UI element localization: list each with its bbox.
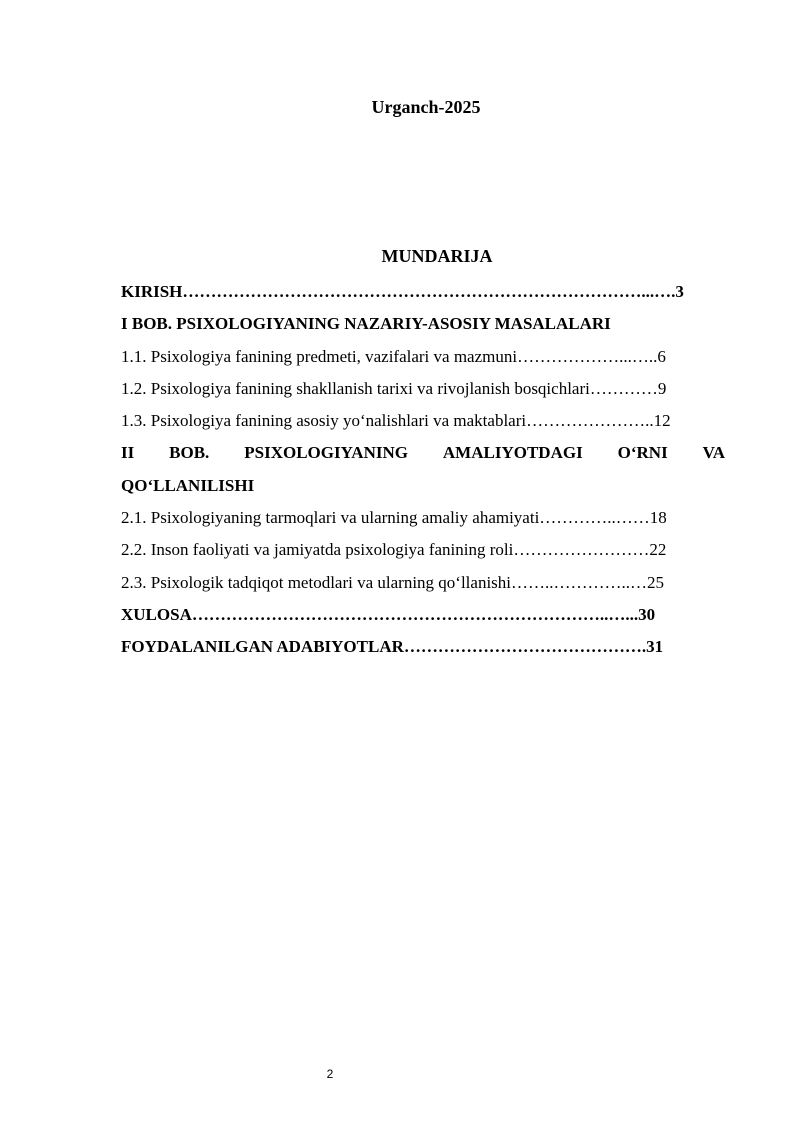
toc-entry-2-1: 2.1. Psixologiyaning tarmoqlari va ularning amaliy ahamiyati…………..……18: [121, 508, 667, 528]
toc-chapter-1: I BOB. PSIXOLOGIYANING NAZARIY-ASOSIY MASALALARI: [121, 314, 611, 334]
toc-entry-xulosa: XULOSA………………………………………………………………..…...30: [121, 604, 656, 624]
toc-chapter-2-word: VA: [702, 443, 725, 463]
table-of-contents: [121, 276, 725, 664]
toc-entry-1-1: 1.1. Psixologiya fanining predmeti, vazifalari va mazmuni………………...…..6: [121, 346, 666, 366]
toc-title: MUNDARIJA: [381, 246, 493, 266]
toc-entry-2-2: 2.2. Inson faoliyati va jamiyatda psixologiya fanining roli……………………22: [121, 540, 667, 560]
toc-chapter-2-continuation: QO‘LLANILISHI: [121, 475, 255, 495]
toc-chapter-2: [121, 437, 725, 469]
toc-entry-kirish: KIRISH………………………………………………………………………...….3: [121, 282, 684, 301]
city-year-heading: Urganch-2025: [371, 97, 481, 117]
toc-entry-1-3: 1.3. Psixologiya fanining asosiy yo‘nalishlari va maktablari…………………..12: [121, 411, 671, 431]
toc-chapter-2-word: II: [121, 443, 135, 463]
toc-chapter-2-word: BOB.: [169, 443, 210, 463]
toc-entry-adabiyotlar: FOYDALANILGAN ADABIYOTLAR…………………………………….31: [121, 637, 664, 657]
toc-chapter-2-word: AMALIYOTDAGI: [442, 443, 583, 463]
page-number: 2: [326, 1067, 334, 1081]
toc-chapter-2-word: PSIXOLOGIYANING: [244, 443, 408, 463]
toc-entry-1-2: 1.2. Psixologiya fanining shakllanish tarixi va rivojlanish bosqichlari…………9: [121, 378, 667, 398]
toc-entry-2-3: 2.3. Psixologik tadqiqot metodlari va ularning qo‘llanishi……..…………..…25: [121, 572, 665, 592]
toc-chapter-2-word: O‘RNI: [617, 443, 668, 463]
